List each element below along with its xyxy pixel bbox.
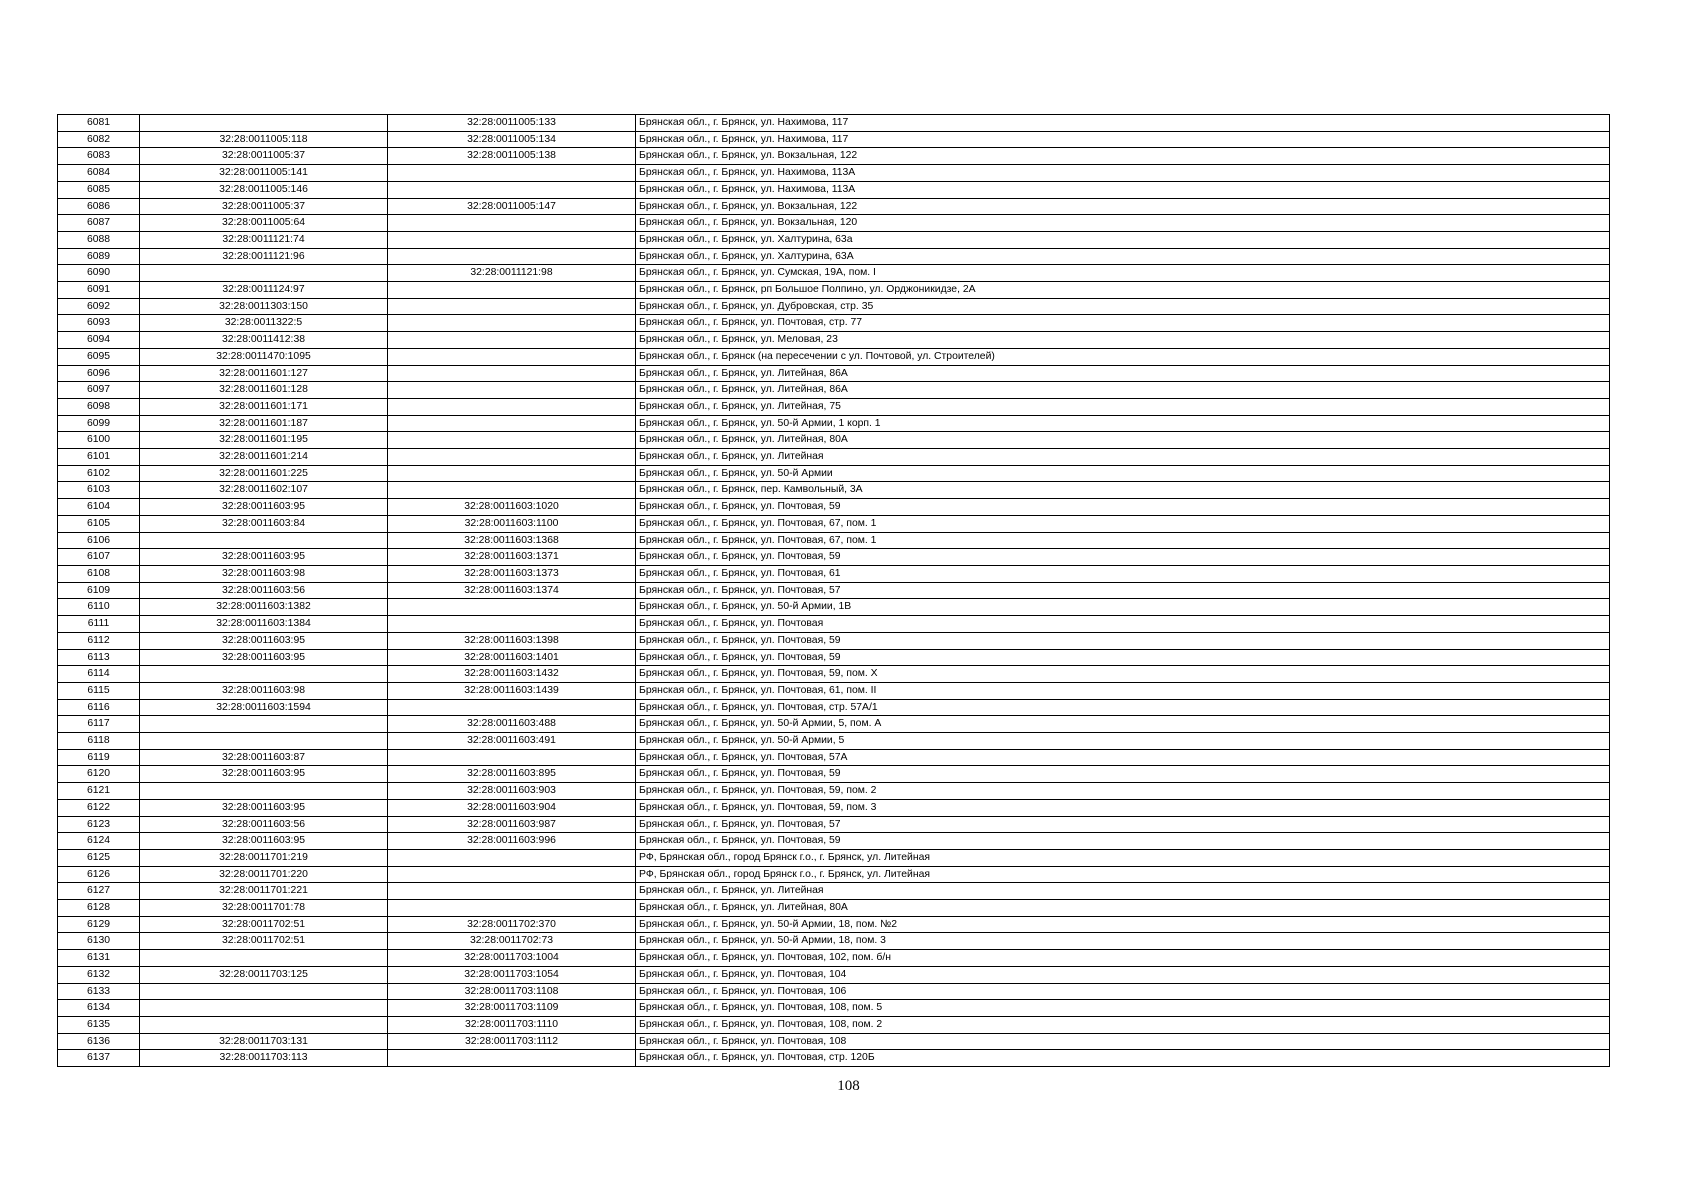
object-cadastral-number-cell: [388, 900, 636, 917]
row-number-cell: 6117: [58, 716, 140, 733]
table-row: [58, 599, 1610, 616]
parcel-cadastral-number-cell: 32:28:0011603:95: [140, 799, 388, 816]
address-cell: Брянская обл., г. Брянск, ул. 50-й Армии, 18, пом. №2: [636, 916, 1610, 933]
parcel-cadastral-number-cell: [140, 1016, 388, 1033]
object-cadastral-number-cell: [388, 465, 636, 482]
parcel-cadastral-number-cell: 32:28:0011701:219: [140, 849, 388, 866]
page-number: 108: [837, 1078, 860, 1094]
parcel-cadastral-number-cell: [140, 115, 388, 132]
parcel-cadastral-number-cell: 32:28:0011601:195: [140, 432, 388, 449]
object-cadastral-number-cell: 32:28:0011702:73: [388, 933, 636, 950]
table-row: [58, 1050, 1610, 1067]
row-number-cell: 6104: [58, 499, 140, 516]
table-row: [58, 282, 1610, 299]
address-cell: Брянская обл., г. Брянск, ул. Почтовая, 59: [636, 549, 1610, 566]
table-row: [58, 432, 1610, 449]
address-cell: Брянская обл., г. Брянск, ул. Почтовая, 61: [636, 565, 1610, 582]
parcel-cadastral-number-cell: 32:28:0011701:78: [140, 900, 388, 917]
address-cell: Брянская обл., г. Брянск, ул. Почтовая, 67, пом. 1: [636, 515, 1610, 532]
row-number-cell: 6129: [58, 916, 140, 933]
object-cadastral-number-cell: 32:28:0011603:1374: [388, 582, 636, 599]
object-cadastral-number-cell: [388, 432, 636, 449]
parcel-cadastral-number-cell: 32:28:0011470:1095: [140, 348, 388, 365]
row-number-cell: 6135: [58, 1016, 140, 1033]
table-row: [58, 181, 1610, 198]
table-row: [58, 983, 1610, 1000]
table-row: [58, 816, 1610, 833]
table-row: [58, 849, 1610, 866]
row-number-cell: 6125: [58, 849, 140, 866]
address-cell: Брянская обл., г. Брянск, ул. 50-й Армии, 1 корп. 1: [636, 415, 1610, 432]
object-cadastral-number-cell: [388, 382, 636, 399]
table-row: [58, 1000, 1610, 1017]
address-cell: Брянская обл., г. Брянск, ул. Почтовая, 108: [636, 1033, 1610, 1050]
row-number-cell: 6096: [58, 365, 140, 382]
row-number-cell: 6105: [58, 515, 140, 532]
parcel-cadastral-number-cell: 32:28:0011603:98: [140, 682, 388, 699]
address-cell: Брянская обл., г. Брянск, ул. Почтовая, 59: [636, 632, 1610, 649]
object-cadastral-number-cell: [388, 348, 636, 365]
object-cadastral-number-cell: 32:28:0011703:1004: [388, 950, 636, 967]
row-number-cell: 6127: [58, 883, 140, 900]
row-number-cell: 6115: [58, 682, 140, 699]
row-number-cell: 6095: [58, 348, 140, 365]
parcel-cadastral-number-cell: 32:28:0011124:97: [140, 282, 388, 299]
row-number-cell: 6106: [58, 532, 140, 549]
parcel-cadastral-number-cell: 32:28:0011603:1382: [140, 599, 388, 616]
object-cadastral-number-cell: 32:28:0011603:1020: [388, 499, 636, 516]
table-row: [58, 215, 1610, 232]
parcel-cadastral-number-cell: 32:28:0011601:187: [140, 415, 388, 432]
parcel-cadastral-number-cell: 32:28:0011603:87: [140, 749, 388, 766]
parcel-cadastral-number-cell: 32:28:0011703:131: [140, 1033, 388, 1050]
object-cadastral-number-cell: [388, 849, 636, 866]
row-number-cell: 6107: [58, 549, 140, 566]
parcel-cadastral-number-cell: 32:28:0011601:171: [140, 398, 388, 415]
parcel-cadastral-number-cell: 32:28:0011303:150: [140, 298, 388, 315]
address-cell: Брянская обл., г. Брянск, ул. 50-й Армии, 18, пом. 3: [636, 933, 1610, 950]
parcel-cadastral-number-cell: 32:28:0011412:38: [140, 332, 388, 349]
row-number-cell: 6116: [58, 699, 140, 716]
parcel-cadastral-number-cell: 32:28:0011005:37: [140, 148, 388, 165]
object-cadastral-number-cell: [388, 883, 636, 900]
parcel-cadastral-number-cell: 32:28:0011602:107: [140, 482, 388, 499]
object-cadastral-number-cell: 32:28:0011603:1401: [388, 649, 636, 666]
address-cell: Брянская обл., г. Брянск, ул. Нахимова, 113А: [636, 165, 1610, 182]
row-number-cell: 6093: [58, 315, 140, 332]
row-number-cell: 6121: [58, 783, 140, 800]
table-row: [58, 783, 1610, 800]
parcel-cadastral-number-cell: 32:28:0011603:95: [140, 649, 388, 666]
address-cell: Брянская обл., г. Брянск, ул. Почтовая, 57А: [636, 749, 1610, 766]
table-row: [58, 482, 1610, 499]
object-cadastral-number-cell: [388, 616, 636, 633]
table-row: [58, 398, 1610, 415]
row-number-cell: 6118: [58, 733, 140, 750]
row-number-cell: 6120: [58, 766, 140, 783]
registry-table-body: [58, 115, 1610, 1067]
address-cell: Брянская обл., г. Брянск, ул. Сумская, 19А, пом. I: [636, 265, 1610, 282]
table-row: [58, 515, 1610, 532]
table-row: [58, 682, 1610, 699]
object-cadastral-number-cell: [388, 248, 636, 265]
parcel-cadastral-number-cell: 32:28:0011603:95: [140, 549, 388, 566]
row-number-cell: 6130: [58, 933, 140, 950]
object-cadastral-number-cell: 32:28:0011603:1371: [388, 549, 636, 566]
table-row: [58, 148, 1610, 165]
table-row: [58, 649, 1610, 666]
parcel-cadastral-number-cell: [140, 950, 388, 967]
object-cadastral-number-cell: [388, 699, 636, 716]
address-cell: Брянская обл., г. Брянск, ул. Почтовая, 59, пом. 2: [636, 783, 1610, 800]
address-cell: Брянская обл., г. Брянск, ул. Нахимова, 117: [636, 131, 1610, 148]
parcel-cadastral-number-cell: [140, 733, 388, 750]
table-row: [58, 415, 1610, 432]
object-cadastral-number-cell: [388, 449, 636, 466]
address-cell: Брянская обл., г. Брянск, ул. Почтовая, 59: [636, 766, 1610, 783]
object-cadastral-number-cell: 32:28:0011603:1439: [388, 682, 636, 699]
table-row: [58, 799, 1610, 816]
parcel-cadastral-number-cell: 32:28:0011601:127: [140, 365, 388, 382]
address-cell: Брянская обл., г. Брянск, ул. Почтовая, 59, пом. 3: [636, 799, 1610, 816]
parcel-cadastral-number-cell: 32:28:0011603:1594: [140, 699, 388, 716]
table-row: [58, 365, 1610, 382]
row-number-cell: 6113: [58, 649, 140, 666]
object-cadastral-number-cell: [388, 866, 636, 883]
table-row: [58, 733, 1610, 750]
table-row: [58, 933, 1610, 950]
row-number-cell: 6126: [58, 866, 140, 883]
parcel-cadastral-number-cell: [140, 532, 388, 549]
table-row: [58, 198, 1610, 215]
row-number-cell: 6098: [58, 398, 140, 415]
row-number-cell: 6133: [58, 983, 140, 1000]
row-number-cell: 6136: [58, 1033, 140, 1050]
object-cadastral-number-cell: [388, 749, 636, 766]
address-cell: Брянская обл., г. Брянск, ул. Почтовая, 59: [636, 649, 1610, 666]
table-row: [58, 966, 1610, 983]
row-number-cell: 6099: [58, 415, 140, 432]
address-cell: Брянская обл., г. Брянск, ул. Литейная: [636, 883, 1610, 900]
object-cadastral-number-cell: 32:28:0011603:488: [388, 716, 636, 733]
parcel-cadastral-number-cell: [140, 1000, 388, 1017]
object-cadastral-number-cell: 32:28:0011005:134: [388, 131, 636, 148]
object-cadastral-number-cell: [388, 298, 636, 315]
object-cadastral-number-cell: 32:28:0011603:491: [388, 733, 636, 750]
object-cadastral-number-cell: [388, 398, 636, 415]
parcel-cadastral-number-cell: 32:28:0011603:95: [140, 766, 388, 783]
address-cell: Брянская обл., г. Брянск, ул. Почтовая, стр. 120Б: [636, 1050, 1610, 1067]
row-number-cell: 6124: [58, 833, 140, 850]
object-cadastral-number-cell: [388, 415, 636, 432]
object-cadastral-number-cell: [388, 1050, 636, 1067]
parcel-cadastral-number-cell: 32:28:0011005:37: [140, 198, 388, 215]
table-row: [58, 749, 1610, 766]
parcel-cadastral-number-cell: 32:28:0011603:84: [140, 515, 388, 532]
address-cell: Брянская обл., г. Брянск, ул. Литейная, 80А: [636, 900, 1610, 917]
address-cell: Брянская обл., г. Брянск, ул. Халтурина, 63А: [636, 248, 1610, 265]
parcel-cadastral-number-cell: 32:28:0011603:95: [140, 499, 388, 516]
object-cadastral-number-cell: 32:28:0011603:996: [388, 833, 636, 850]
row-number-cell: 6122: [58, 799, 140, 816]
row-number-cell: 6103: [58, 482, 140, 499]
row-number-cell: 6101: [58, 449, 140, 466]
object-cadastral-number-cell: 32:28:0011603:987: [388, 816, 636, 833]
object-cadastral-number-cell: 32:28:0011121:98: [388, 265, 636, 282]
object-cadastral-number-cell: 32:28:0011703:1054: [388, 966, 636, 983]
table-row: [58, 699, 1610, 716]
table-row: [58, 632, 1610, 649]
parcel-cadastral-number-cell: 32:28:0011701:221: [140, 883, 388, 900]
address-cell: Брянская обл., г. Брянск, ул. Литейная, 86А: [636, 365, 1610, 382]
address-cell: Брянская обл., г. Брянск, ул. Почтовая, 59: [636, 833, 1610, 850]
address-cell: Брянская обл., г. Брянск, ул. Литейная, 75: [636, 398, 1610, 415]
table-row: [58, 315, 1610, 332]
address-cell: Брянская обл., г. Брянск, ул. Почтовая, 108, пом. 2: [636, 1016, 1610, 1033]
object-cadastral-number-cell: [388, 282, 636, 299]
parcel-cadastral-number-cell: [140, 666, 388, 683]
row-number-cell: 6097: [58, 382, 140, 399]
row-number-cell: 6083: [58, 148, 140, 165]
parcel-cadastral-number-cell: 32:28:0011603:95: [140, 632, 388, 649]
row-number-cell: 6131: [58, 950, 140, 967]
address-cell: Брянская обл., г. Брянск, ул. Литейная, 86А: [636, 382, 1610, 399]
table-row: [58, 866, 1610, 883]
row-number-cell: 6092: [58, 298, 140, 315]
row-number-cell: 6111: [58, 616, 140, 633]
row-number-cell: 6087: [58, 215, 140, 232]
table-row: [58, 332, 1610, 349]
address-cell: Брянская обл., г. Брянск, ул. Нахимова, 113А: [636, 181, 1610, 198]
parcel-cadastral-number-cell: 32:28:0011603:95: [140, 833, 388, 850]
table-row: [58, 716, 1610, 733]
row-number-cell: 6090: [58, 265, 140, 282]
row-number-cell: 6134: [58, 1000, 140, 1017]
table-row: [58, 666, 1610, 683]
address-cell: Брянская обл., г. Брянск, ул. 50-й Армии, 5: [636, 733, 1610, 750]
address-cell: РФ, Брянская обл., город Брянск г.о., г. Брянск, ул. Литейная: [636, 866, 1610, 883]
parcel-cadastral-number-cell: [140, 265, 388, 282]
table-row: [58, 165, 1610, 182]
table-row: [58, 298, 1610, 315]
parcel-cadastral-number-cell: 32:28:0011603:56: [140, 816, 388, 833]
address-cell: Брянская обл., г. Брянск, ул. Почтовая, 102, пом. б/н: [636, 950, 1610, 967]
registry-table: [57, 114, 1610, 1067]
row-number-cell: 6084: [58, 165, 140, 182]
address-cell: Брянская обл., г. Брянск, ул. Вокзальная, 122: [636, 198, 1610, 215]
address-cell: Брянская обл., г. Брянск, ул. Халтурина, 63а: [636, 231, 1610, 248]
parcel-cadastral-number-cell: 32:28:0011603:98: [140, 565, 388, 582]
object-cadastral-number-cell: [388, 332, 636, 349]
table-row: [58, 348, 1610, 365]
parcel-cadastral-number-cell: 32:28:0011701:220: [140, 866, 388, 883]
object-cadastral-number-cell: [388, 365, 636, 382]
table-row: [58, 499, 1610, 516]
address-cell: Брянская обл., г. Брянск, ул. Вокзальная, 122: [636, 148, 1610, 165]
object-cadastral-number-cell: 32:28:0011603:903: [388, 783, 636, 800]
address-cell: РФ, Брянская обл., город Брянск г.о., г. Брянск, ул. Литейная: [636, 849, 1610, 866]
parcel-cadastral-number-cell: 32:28:0011601:128: [140, 382, 388, 399]
address-cell: Брянская обл., г. Брянск, ул. 50-й Армии: [636, 465, 1610, 482]
parcel-cadastral-number-cell: 32:28:0011005:118: [140, 131, 388, 148]
parcel-cadastral-number-cell: 32:28:0011603:56: [140, 582, 388, 599]
row-number-cell: 6085: [58, 181, 140, 198]
table-row: [58, 532, 1610, 549]
table-row: [58, 565, 1610, 582]
object-cadastral-number-cell: [388, 181, 636, 198]
row-number-cell: 6108: [58, 565, 140, 582]
object-cadastral-number-cell: 32:28:0011603:1398: [388, 632, 636, 649]
row-number-cell: 6086: [58, 198, 140, 215]
address-cell: Брянская обл., г. Брянск, ул. Почтовая, 67, пом. 1: [636, 532, 1610, 549]
address-cell: Брянская обл., г. Брянск, ул. Почтовая, 104: [636, 966, 1610, 983]
table-row: [58, 766, 1610, 783]
object-cadastral-number-cell: [388, 231, 636, 248]
object-cadastral-number-cell: [388, 482, 636, 499]
object-cadastral-number-cell: [388, 315, 636, 332]
address-cell: Брянская обл., г. Брянск, ул. Почтовая, 57: [636, 582, 1610, 599]
object-cadastral-number-cell: [388, 215, 636, 232]
object-cadastral-number-cell: [388, 165, 636, 182]
row-number-cell: 6132: [58, 966, 140, 983]
table-row: [58, 616, 1610, 633]
parcel-cadastral-number-cell: 32:28:0011005:146: [140, 181, 388, 198]
address-cell: Брянская обл., г. Брянск, ул. Почтовая, 59, пом. Х: [636, 666, 1610, 683]
object-cadastral-number-cell: 32:28:0011005:147: [388, 198, 636, 215]
parcel-cadastral-number-cell: 32:28:0011703:125: [140, 966, 388, 983]
table-row: [58, 465, 1610, 482]
table-row: [58, 900, 1610, 917]
row-number-cell: 6114: [58, 666, 140, 683]
row-number-cell: 6112: [58, 632, 140, 649]
object-cadastral-number-cell: 32:28:0011702:370: [388, 916, 636, 933]
table-row: [58, 231, 1610, 248]
object-cadastral-number-cell: 32:28:0011703:1112: [388, 1033, 636, 1050]
row-number-cell: 6091: [58, 282, 140, 299]
object-cadastral-number-cell: 32:28:0011005:133: [388, 115, 636, 132]
address-cell: Брянская обл., г. Брянск, ул. Почтовая, 106: [636, 983, 1610, 1000]
address-cell: Брянская обл., г. Брянск, рп Большое Полпино, ул. Орджоникидзе, 2А: [636, 282, 1610, 299]
row-number-cell: 6081: [58, 115, 140, 132]
registry-sheet: [57, 114, 1609, 1067]
address-cell: Брянская обл., г. Брянск, ул. Почтовая, 108, пом. 5: [636, 1000, 1610, 1017]
table-row: [58, 131, 1610, 148]
parcel-cadastral-number-cell: [140, 716, 388, 733]
address-cell: Брянская обл., г. Брянск, ул. Литейная, 80А: [636, 432, 1610, 449]
row-number-cell: 6119: [58, 749, 140, 766]
address-cell: Брянская обл., г. Брянск, ул. Меловая, 23: [636, 332, 1610, 349]
address-cell: Брянская обл., г. Брянск, ул. Почтовая, стр. 57А/1: [636, 699, 1610, 716]
parcel-cadastral-number-cell: 32:28:0011005:64: [140, 215, 388, 232]
object-cadastral-number-cell: 32:28:0011603:1373: [388, 565, 636, 582]
address-cell: Брянская обл., г. Брянск, ул. Почтовая, 61, пом. II: [636, 682, 1610, 699]
parcel-cadastral-number-cell: 32:28:0011703:113: [140, 1050, 388, 1067]
row-number-cell: 6088: [58, 231, 140, 248]
row-number-cell: 6094: [58, 332, 140, 349]
object-cadastral-number-cell: 32:28:0011603:1432: [388, 666, 636, 683]
table-row: [58, 449, 1610, 466]
row-number-cell: 6082: [58, 131, 140, 148]
object-cadastral-number-cell: 32:28:0011603:1100: [388, 515, 636, 532]
parcel-cadastral-number-cell: 32:28:0011603:1384: [140, 616, 388, 633]
parcel-cadastral-number-cell: 32:28:0011121:74: [140, 231, 388, 248]
parcel-cadastral-number-cell: [140, 983, 388, 1000]
row-number-cell: 6137: [58, 1050, 140, 1067]
parcel-cadastral-number-cell: [140, 783, 388, 800]
row-number-cell: 6102: [58, 465, 140, 482]
table-row: [58, 883, 1610, 900]
address-cell: Брянская обл., г. Брянск, ул. Нахимова, 117: [636, 115, 1610, 132]
object-cadastral-number-cell: 32:28:0011005:138: [388, 148, 636, 165]
address-cell: Брянская обл., г. Брянск, ул. Почтовая: [636, 616, 1610, 633]
table-row: [58, 549, 1610, 566]
table-row: [58, 265, 1610, 282]
parcel-cadastral-number-cell: 32:28:0011121:96: [140, 248, 388, 265]
table-row: [58, 1016, 1610, 1033]
object-cadastral-number-cell: 32:28:0011603:895: [388, 766, 636, 783]
parcel-cadastral-number-cell: 32:28:0011322:5: [140, 315, 388, 332]
object-cadastral-number-cell: 32:28:0011703:1110: [388, 1016, 636, 1033]
address-cell: Брянская обл., г. Брянск, ул. Литейная: [636, 449, 1610, 466]
parcel-cadastral-number-cell: 32:28:0011601:214: [140, 449, 388, 466]
table-row: [58, 916, 1610, 933]
object-cadastral-number-cell: 32:28:0011603:1368: [388, 532, 636, 549]
table-row: [58, 382, 1610, 399]
address-cell: Брянская обл., г. Брянск, ул. Почтовая, 57: [636, 816, 1610, 833]
address-cell: Брянская обл., г. Брянск (на пересечении с ул. Почтовой, ул. Строителей): [636, 348, 1610, 365]
row-number-cell: 6128: [58, 900, 140, 917]
address-cell: Брянская обл., г. Брянск, ул. Почтовая, стр. 77: [636, 315, 1610, 332]
table-row: [58, 248, 1610, 265]
parcel-cadastral-number-cell: 32:28:0011702:51: [140, 916, 388, 933]
address-cell: Брянская обл., г. Брянск, пер. Камвольный, 3А: [636, 482, 1610, 499]
table-row: [58, 1033, 1610, 1050]
row-number-cell: 6110: [58, 599, 140, 616]
object-cadastral-number-cell: 32:28:0011703:1109: [388, 1000, 636, 1017]
table-row: [58, 582, 1610, 599]
address-cell: Брянская обл., г. Брянск, ул. 50-й Армии, 5, пом. А: [636, 716, 1610, 733]
table-row: [58, 833, 1610, 850]
address-cell: Брянская обл., г. Брянск, ул. Вокзальная, 120: [636, 215, 1610, 232]
row-number-cell: 6100: [58, 432, 140, 449]
row-number-cell: 6109: [58, 582, 140, 599]
object-cadastral-number-cell: 32:28:0011703:1108: [388, 983, 636, 1000]
address-cell: Брянская обл., г. Брянск, ул. Дубровская, стр. 35: [636, 298, 1610, 315]
object-cadastral-number-cell: 32:28:0011603:904: [388, 799, 636, 816]
parcel-cadastral-number-cell: 32:28:0011601:225: [140, 465, 388, 482]
table-row: [58, 950, 1610, 967]
parcel-cadastral-number-cell: 32:28:0011005:141: [140, 165, 388, 182]
row-number-cell: 6089: [58, 248, 140, 265]
table-row: [58, 115, 1610, 132]
row-number-cell: 6123: [58, 816, 140, 833]
parcel-cadastral-number-cell: 32:28:0011702:51: [140, 933, 388, 950]
address-cell: Брянская обл., г. Брянск, ул. Почтовая, 59: [636, 499, 1610, 516]
object-cadastral-number-cell: [388, 599, 636, 616]
address-cell: Брянская обл., г. Брянск, ул. 50-й Армии, 1В: [636, 599, 1610, 616]
